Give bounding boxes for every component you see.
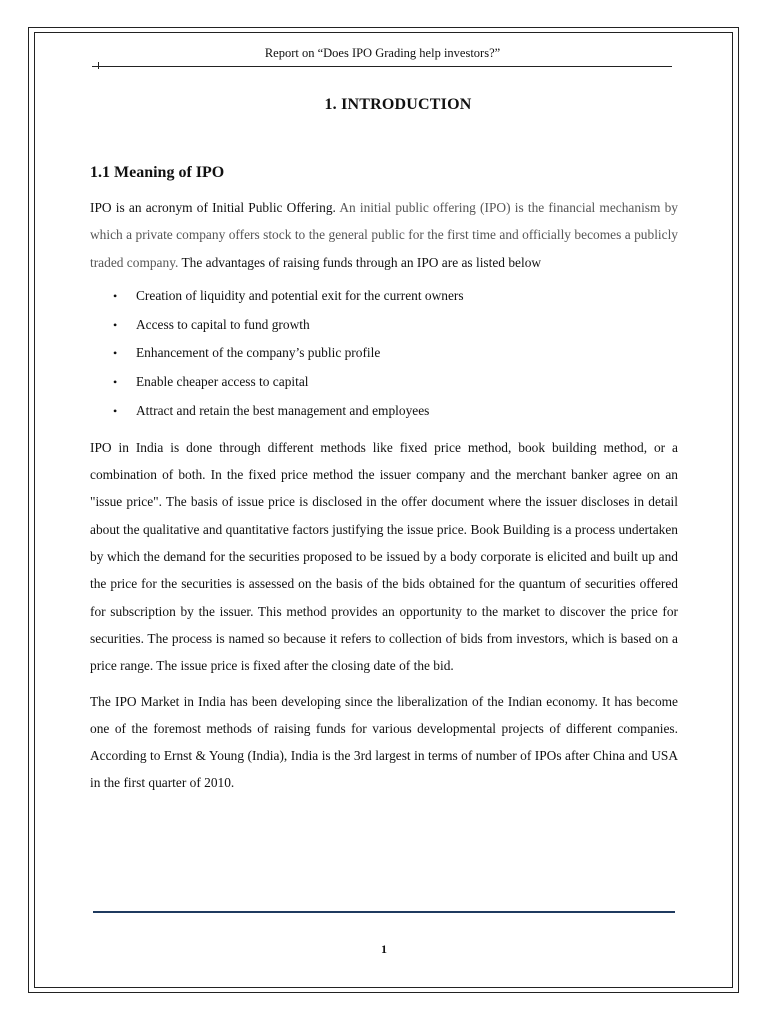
- bullet-icon: •: [113, 375, 118, 390]
- list-item: [113, 282, 678, 311]
- page-number: 1: [381, 942, 387, 956]
- list-item: [113, 368, 678, 397]
- intro-paragraph-part3: The advantages of raising funds through an IPO are as listed below: [178, 254, 542, 270]
- header-tick-mark: [98, 62, 99, 69]
- bullet-icon: •: [113, 404, 118, 419]
- bullet-icon: •: [113, 317, 118, 332]
- bullet-icon: •: [113, 288, 118, 303]
- chapter-title: 1. INTRODUCTION: [324, 96, 472, 113]
- advantages-list: [90, 282, 678, 426]
- list-item-text: Enable cheaper access to capital: [136, 374, 309, 390]
- list-item-text: Access to capital to fund growth: [136, 316, 310, 332]
- market-paragraph: The IPO Market in India has been developing since the liberalization of the Indian economy. It has become one of the foremost methods of raising funds for various developmental projects of different companies. According to Ernst & Young (India), India is the 3rd largest in terms of number of IPOs after China and USA in the first quarter of 2010.: [90, 693, 678, 791]
- intro-paragraph-part1: IPO is an acronym of Initial Public Offering.: [90, 200, 336, 215]
- list-item-text: Creation of liquidity and potential exit for the current owners: [136, 287, 464, 303]
- intro-paragraph: [90, 194, 678, 276]
- running-header: Report on “Does IPO Grading help investors?”: [264, 46, 501, 60]
- footer-rule: [93, 911, 675, 913]
- list-item: [113, 397, 678, 426]
- methods-paragraph: IPO in India is done through different methods like fixed price method, book building method, or a combination of both. In the fixed price method the issuer company and the merchant banker agree on an "issue price". The basis of issue price is disclosed in the offer document where the issuer discloses in detail about the qualitative and quantitative factors justifying the issue price. Book Building is a process undertaken by which the demand for the securities proposed to be issued by a body corporate is elicited and built up and the price for the securities is assessed on the basis of the bids obtained for the quantum of securities offered for subscription by the issuer. This method provides an opportunity to the market to discover the price for securities. The process is named so because it refers to collection of bids from investors, which is based on a price range. The issue price is fixed after the closing date of the bid.: [90, 439, 678, 674]
- bullet-icon: •: [113, 346, 118, 361]
- list-item: [113, 339, 678, 368]
- list-item: [113, 311, 678, 340]
- section-title: 1.1 Meaning of IPO: [90, 164, 225, 181]
- intro-paragraph-part2: An initial public offering (IPO) is the financial mechanism by which a private company offers stock to the general public for the first time and officially becomes a publicly traded company.: [90, 200, 678, 270]
- header-rule: [92, 66, 672, 67]
- list-item-text: Attract and retain the best management and employees: [136, 403, 430, 419]
- list-item-text: Enhancement of the company’s public profile: [136, 345, 381, 361]
- page-content: [90, 96, 678, 797]
